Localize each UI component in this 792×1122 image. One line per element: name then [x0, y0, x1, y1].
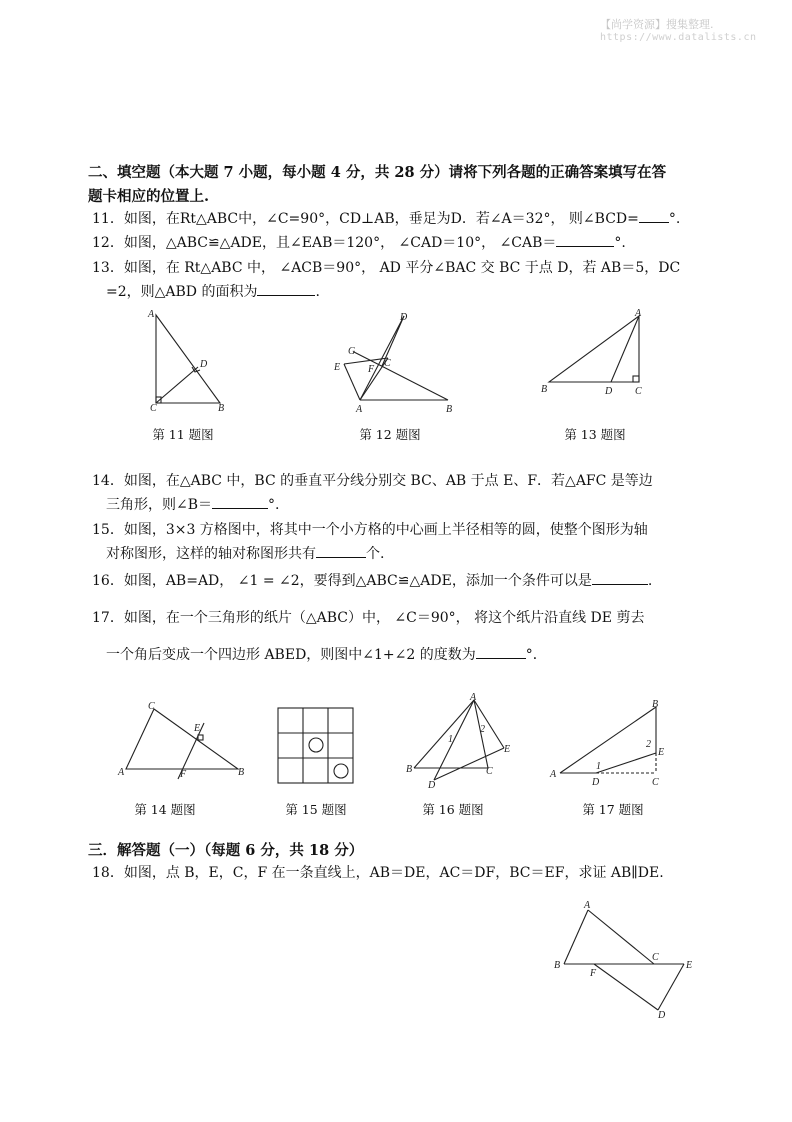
- watermark-source: 【尚学资源】搜集整理.: [600, 18, 714, 31]
- label-a: A: [148, 309, 155, 320]
- label-a: A: [356, 404, 363, 415]
- question-13-line2: =2，则△ABD 的面积为 .: [106, 280, 320, 304]
- caption-figure-13: 第 13 题图: [564, 427, 626, 442]
- figure-18: [548, 898, 708, 1024]
- figure-16: [398, 692, 518, 788]
- answer-blank-15[interactable]: [316, 543, 366, 558]
- label-d: D: [592, 777, 600, 787]
- label-a: A: [118, 767, 125, 778]
- question-11: 11．如图，在Rt△ABC中，∠C=90°，CD⊥AB，垂足为D．若∠A＝32°， 则∠BCD= °.: [92, 207, 680, 231]
- question-15-line2: 对称图形，这样的轴对称图形共有 个.: [106, 542, 384, 566]
- label-b: B: [218, 403, 225, 414]
- label-b: B: [446, 404, 453, 415]
- label-f: F: [180, 769, 187, 780]
- section-3-title: 三．解答题（一）（每题 6 分，共 18 分）: [88, 842, 364, 859]
- label-b: B: [406, 764, 413, 775]
- label-c: C: [150, 403, 157, 414]
- section-2-title-line2: 题卡相应的位置上.: [88, 188, 210, 205]
- label-angle-1: 1: [596, 761, 601, 772]
- label-b: B: [554, 960, 561, 971]
- label-d: D: [428, 780, 436, 788]
- label-a: A: [584, 900, 591, 911]
- figure-12: [330, 308, 470, 416]
- label-d: D: [658, 1010, 666, 1021]
- label-c: C: [148, 701, 155, 712]
- section-2-title-line1: 二、填空题（本大题 7 小题，每小题 4 分，共 28 分）请将下列各题的正确答案填写在答: [88, 164, 667, 181]
- label-c: C: [652, 777, 659, 787]
- label-c: C: [486, 766, 493, 777]
- label-c: C: [652, 952, 659, 963]
- answer-blank-11[interactable]: [639, 208, 669, 223]
- question-14-line2: 三角形，则∠B＝ °.: [106, 493, 279, 517]
- figure-17: [548, 697, 678, 787]
- label-f: F: [368, 364, 375, 375]
- figure-11: [140, 305, 240, 415]
- answer-blank-17[interactable]: [476, 644, 526, 659]
- label-a: A: [470, 692, 477, 703]
- question-16: 16．如图，AB=AD， ∠1 = ∠2，要得到△ABC≌△ADE，添加一个条件可以是 .: [92, 569, 652, 593]
- label-e: E: [194, 723, 201, 734]
- question-18: 18．如图，点 B，E，C，F 在一条直线上，AB＝DE，AC＝DF，BC＝EF，求证 AB∥DE.: [92, 865, 664, 881]
- label-angle-1: 1: [448, 734, 453, 745]
- label-d: D: [605, 386, 613, 397]
- caption-figure-14: 第 14 题图: [134, 802, 196, 817]
- label-f: F: [590, 968, 597, 979]
- label-angle-2: 2: [646, 739, 651, 750]
- question-17-line2: 一个角后变成一个四边形 ABED，则图中∠1+∠2 的度数为 °．: [106, 643, 547, 667]
- caption-figure-16: 第 16 题图: [422, 802, 484, 817]
- label-e: E: [686, 960, 693, 971]
- caption-figure-12: 第 12 题图: [359, 427, 421, 442]
- label-g: G: [348, 346, 356, 357]
- answer-blank-14[interactable]: [212, 494, 268, 509]
- label-a: A: [635, 308, 642, 319]
- label-angle-2: 2: [480, 724, 485, 735]
- label-b: B: [238, 767, 245, 778]
- label-d: D: [200, 359, 208, 370]
- watermark-url: https://www.datalists.cn: [600, 32, 757, 43]
- label-b: B: [541, 384, 548, 395]
- label-e: E: [504, 744, 511, 755]
- figure-14: [112, 697, 252, 783]
- figure-15: [276, 706, 356, 786]
- label-d: D: [400, 312, 408, 323]
- label-e: E: [334, 362, 341, 373]
- label-b: B: [652, 699, 659, 710]
- question-17-line1: 17．如图，在一个三角形的纸片（△ABC）中， ∠C＝90°， 将这个纸片沿直线 DE 剪去: [92, 610, 645, 626]
- answer-blank-12[interactable]: [556, 232, 614, 247]
- label-c: C: [384, 358, 391, 369]
- answer-blank-16[interactable]: [592, 570, 648, 585]
- caption-figure-15: 第 15 题图: [285, 802, 347, 817]
- question-14-line1: 14．如图，在△ABC 中，BC 的垂直平分线分别交 BC、AB 于点 E、F．若△AFC 是等边: [92, 473, 653, 489]
- question-13-line1: 13．如图，在 Rt△ABC 中， ∠ACB＝90°， AD 平分∠BAC 交 BC 于点 D，若 AB＝5，DC: [92, 260, 681, 276]
- label-a: A: [550, 769, 557, 780]
- label-c: C: [635, 386, 642, 397]
- question-12: 12．如图，△ABC≌△ADE，且∠EAB＝120°， ∠CAD＝10°， ∠CAB＝ °.: [92, 231, 626, 255]
- question-15-line1: 15．如图，3×3 方格图中，将其中一个小方格的中心画上半径相等的圆，使整个图形为轴: [92, 522, 648, 538]
- answer-blank-13[interactable]: [257, 281, 315, 296]
- caption-figure-11: 第 11 题图: [152, 427, 214, 442]
- label-e: E: [658, 747, 665, 758]
- figure-13: [535, 308, 655, 398]
- caption-figure-17: 第 17 题图: [582, 802, 644, 817]
